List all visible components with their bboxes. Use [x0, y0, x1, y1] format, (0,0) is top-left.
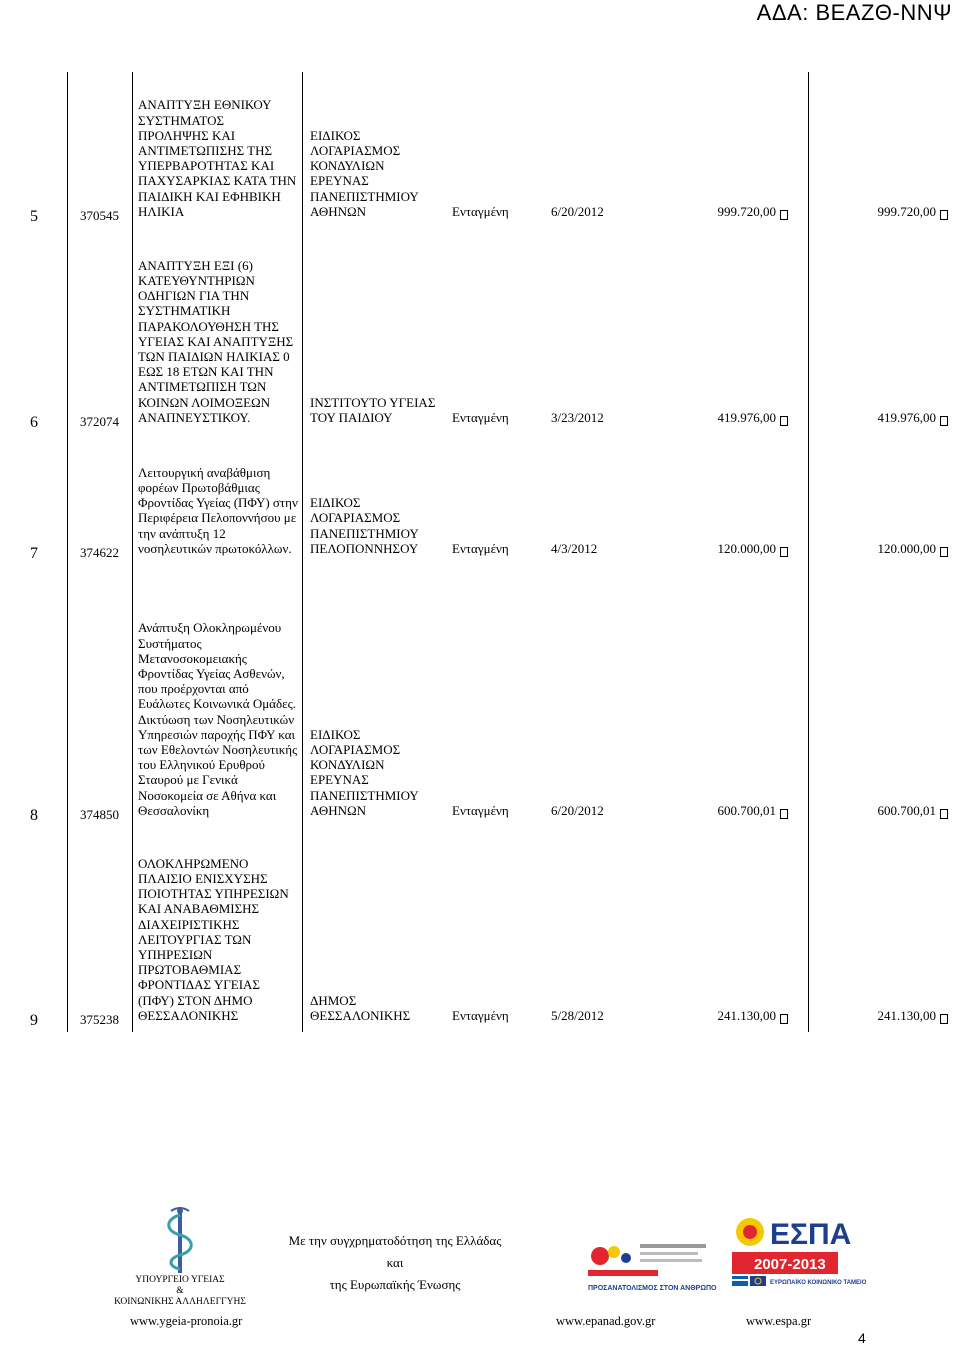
public-expenditure-amount: 120.000,00 — [878, 541, 949, 556]
row-number: 9 — [30, 1012, 38, 1029]
euro-icon — [940, 807, 948, 817]
euro-icon — [940, 545, 948, 555]
status: Ενταγμένη — [452, 1007, 509, 1023]
budget-amount: 120.000,00 — [718, 541, 789, 556]
row-number: 8 — [30, 807, 38, 824]
date: 5/28/2012 — [551, 1007, 604, 1023]
table-row — [0, 840, 960, 1029]
budget-amount: 419.976,00 — [718, 410, 789, 425]
ministry-name: ΥΠΟΥΡΓΕΙΟ ΥΓΕΙΑΣ — [135, 1275, 225, 1285]
status: Ενταγμένη — [452, 802, 509, 818]
row-number: 7 — [30, 545, 38, 562]
date: 6/20/2012 — [551, 802, 604, 818]
table-row — [0, 96, 960, 225]
espa-logo-icon — [730, 1214, 867, 1296]
public-expenditure-amount: 241.130,00 — [878, 1008, 949, 1023]
beneficiary: ΕΙΔΙΚΟΣ ΛΟΓΑΡΙΑΣΜΟΣ ΚΟΝΔΥΛΙΩΝ ΕΡΕΥΝΑΣ ΠΑΝΕΠΙΣΤΗΜΙΟΥ ΑΘΗΝΩΝ — [310, 726, 419, 818]
espa-url[interactable]: www.espa.gr — [746, 1314, 812, 1328]
project-title: ΟΛΟΚΛΗΡΩΜΕΝΟ ΠΛΑΙΣΙΟ ΕΝΙΣΧΥΣΗΣ ΠΟΙΟΤΗΤΑΣ ΥΠΗΡΕΣΙΩΝ ΚΑΙ ΑΝΑΒΑΘΜΙΣΗΣ ΔΙΑΧΕΙΡΙΣΤΙΚΗΣ ΛΕΙΤΟΥΡΓΙΑΣ ΤΩΝ ΥΠΗΡΕΣΙΩΝ ΠΡΩΤΟΒΑΘΜΙΑΣ ΦΡΟΝΤΙΔΑΣ ΥΓΕΙΑΣ (ΠΦΥ) ΣΤΟΝ ΔΗΜΟ ΘΕΣΣΑΛΟΝΙΚΗΣ — [138, 855, 289, 1023]
budget-amount: 999.720,00 — [718, 204, 789, 219]
project-code: 370545 — [80, 207, 119, 223]
page-number: 4 — [858, 1330, 866, 1346]
epanad-text: ΠΡΟΣΑΝΑΤΟΛΙΣΜΟΣ ΣΤΟΝ ΑΝΘΡΩΠΟ — [588, 1285, 717, 1292]
euro-icon — [780, 1012, 788, 1022]
beneficiary: ΕΙΔΙΚΟΣ ΛΟΓΑΡΙΑΣΜΟΣ ΚΟΝΔΥΛΙΩΝ ΕΡΕΥΝΑΣ ΠΑΝΕΠΙΣΤΗΜΙΟΥ ΑΘΗΝΩΝ — [310, 127, 419, 219]
public-expenditure-amount: 600.700,01 — [878, 803, 949, 818]
document-id: ΑΔΑ: ΒΕΑΖΘ-ΝΝΨ — [756, 0, 952, 25]
budget-amount: 600.700,01 — [718, 803, 789, 818]
beneficiary: ΔΗΜΟΣ ΘΕΣΣΑΛΟΝΙΚΗΣ — [310, 992, 411, 1023]
row-number: 5 — [30, 208, 38, 225]
euro-icon — [780, 208, 788, 218]
euro-icon — [940, 414, 948, 424]
project-title: Ανάπτυξη Ολοκληρωμένου Συστήματος Μετανοσοκομειακής Φροντίδας Υγείας Ασθενών, που προέρχονται από Ευάλωτες Κοινωνικά Ομάδες. Δικτύωση των Νοσηλευτικών Υπηρεσιών παροχής ΠΦΥ και των Εθελοντών Νοσηλευτικής του Ελληνικού Ερυθρού Σταυρού με Γενικά Νοσοκομεία σε Αθήνα και Θεσσαλονίκη — [138, 620, 298, 818]
cofinance-note — [270, 1230, 520, 1296]
status: Ενταγμένη — [452, 203, 509, 219]
table-row — [0, 446, 960, 562]
espa-years: 2007-2013 — [754, 1256, 826, 1273]
ministry-name-2: ΚΟΙΝΩΝΙΚΗΣ ΑΛΛΗΛΕΓΓΥΗΣ — [114, 1297, 246, 1307]
cofinance-line: και — [386, 1255, 404, 1270]
ministry-block — [100, 1205, 260, 1308]
status: Ενταγμένη — [452, 540, 509, 556]
public-expenditure-amount: 419.976,00 — [878, 410, 949, 425]
project-code: 374622 — [80, 544, 119, 560]
espa-fund: ΕΥΡΩΠΑΪΚΟ ΚΟΙΝΩΝΙΚΟ ΤΑΜΕΙΟ — [770, 1280, 867, 1286]
cofinance-line: της Ευρωπαϊκής Ένωσης — [329, 1277, 461, 1292]
table-row — [0, 245, 960, 431]
epanad-url[interactable]: www.epanad.gov.gr — [556, 1314, 656, 1328]
ministry-ampersand: & — [176, 1286, 184, 1296]
ministry-emblem-icon — [157, 1205, 203, 1275]
cofinance-line: Με την συγχρηματοδότηση της Ελλάδας — [288, 1233, 502, 1248]
project-code: 375238 — [80, 1011, 119, 1027]
public-expenditure-amount: 999.720,00 — [878, 204, 949, 219]
beneficiary: ΙΝΣΤΙΤΟΥΤΟ ΥΓΕΙΑΣ ΤΟΥ ΠΑΙΔΙΟΥ — [310, 394, 436, 425]
project-title: ΑΝΑΠΤΥΞΗ ΕΞΙ (6) ΚΑΤΕΥΘΥΝΤΗΡΙΩΝ ΟΔΗΓΙΩΝ ΓΙΑ ΤΗΝ ΣΥΣΤΗΜΑΤΙΚΗ ΠΑΡΑΚΟΛΟΥΘΗΣΗ ΤΗΣ ΥΓΕΙΑΣ ΚΑΙ ΑΝΑΠΤΥΞΗΣ ΤΩΝ ΠΑΙΔΙΩΝ ΗΛΙΚΙΑΣ 0 ΕΩΣ 18 ΕΤΩΝ ΚΑΙ ΤΗΝ ΑΝΤΙΜΕΤΩΠΙΣΗ ΤΩΝ ΚΟΙΝΩΝ ΛΟΙΜΟΞΕΩΝ ΑΝΑΠΝΕΥΣΤΙΚΟΥ. — [138, 257, 294, 425]
row-number: 6 — [30, 414, 38, 431]
euro-icon — [780, 414, 788, 424]
euro-icon — [940, 208, 948, 218]
project-title: ΑΝΑΠΤΥΞΗ ΕΘΝΙΚΟΥ ΣΥΣΤΗΜΑΤΟΣ ΠΡΟΛΗΨΗΣ ΚΑΙ ΑΝΤΙΜΕΤΩΠΙΣΗΣ ΤΗΣ ΥΠΕΡΒΑΡΟΤΗΤΑΣ ΚΑΙ ΠΑΧΥΣΑΡΚΙΑΣ ΚΑΤΑ ΤΗΝ ΠΑΙΔΙΚΗ ΚΑΙ ΕΦΗΒΙΚΗ ΗΛΙΚΙΑ — [138, 97, 297, 219]
project-code: 374850 — [80, 806, 119, 822]
date: 3/23/2012 — [551, 409, 604, 425]
espa-logo-text: ΕΣΠΑ — [770, 1218, 852, 1251]
euro-icon — [940, 1012, 948, 1022]
date: 6/20/2012 — [551, 203, 604, 219]
project-code: 372074 — [80, 413, 119, 429]
epanad-logo-icon — [580, 1240, 717, 1302]
project-title: Λειτουργική αναβάθμιση φορέων Πρωτοβάθμιας Φροντίδας Υγείας (ΠΦΥ) στην Περιφέρεια Πελοποννήσου με την ανάπτυξη 12 νοσηλευτικών πρωτοκόλλων. — [138, 464, 298, 556]
ministry-url[interactable]: www.ygeia-pronoia.gr — [130, 1314, 243, 1328]
date: 4/3/2012 — [551, 540, 598, 556]
euro-icon — [780, 807, 788, 817]
beneficiary: ΕΙΔΙΚΟΣ ΛΟΓΑΡΙΑΣΜΟΣ ΠΑΝΕΠΙΣΤΗΜΙΟΥ ΠΕΛΟΠΟΝΝΗΣΟΥ — [310, 495, 419, 556]
budget-amount: 241.130,00 — [718, 1008, 789, 1023]
euro-icon — [780, 545, 788, 555]
table-row — [0, 600, 960, 824]
status: Ενταγμένη — [452, 409, 509, 425]
